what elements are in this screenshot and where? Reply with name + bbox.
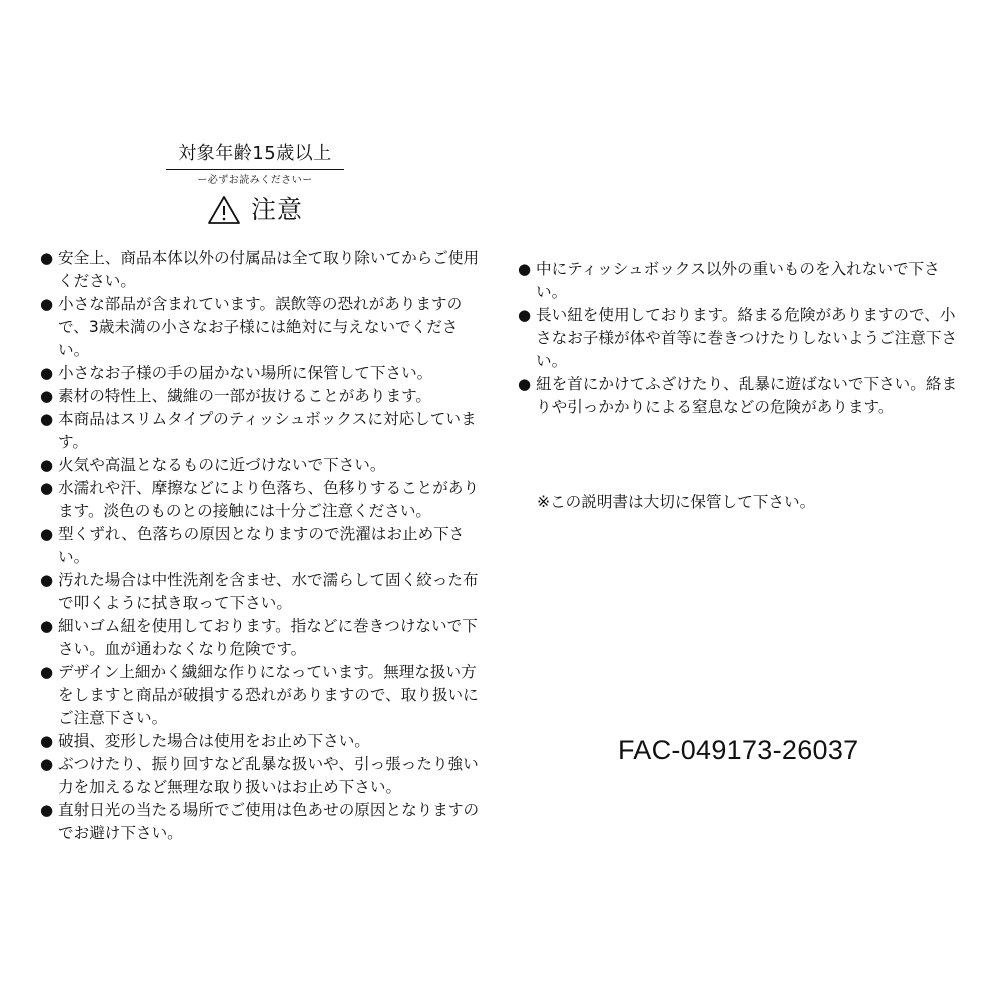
caution-item — [40, 362, 480, 385]
caution-text: 細いゴム紐を使用しております。指などに巻きつけないで下さい。血が通わなくなり危険です。 — [58, 617, 478, 658]
caution-item — [40, 753, 480, 799]
caution-item — [40, 730, 480, 753]
bullet-icon: ● — [518, 260, 532, 278]
caution-label: 注意 — [250, 195, 303, 224]
caution-list-left — [40, 247, 480, 845]
product-code: FAC-049173-26037 — [618, 735, 859, 765]
bullet-icon: ● — [40, 456, 54, 474]
caution-text: 本商品はスリムタイプのティッシュボックスに対応しています。 — [58, 410, 477, 451]
header-divider — [166, 169, 344, 170]
caution-item — [518, 373, 958, 419]
bullet-icon: ● — [40, 295, 54, 313]
caution-text: ぶつけたり、振り回すなど乱暴な扱いや、引っ張ったり強い力を加えるなど無理な取り扱いはお止め下さい。 — [58, 755, 479, 796]
caution-text: 小さなお子様の手の届かない場所に保管して下さい。 — [58, 364, 433, 382]
bullet-icon: ● — [40, 732, 54, 750]
caution-text: 直射日光の当たる場所でご使用は色あせの原因となりますのでお避け下さい。 — [58, 801, 480, 842]
bullet-icon: ● — [518, 306, 532, 324]
keep-instructions-note: ※この説明書は大切に保管して下さい。 — [537, 493, 816, 511]
label-header — [160, 142, 350, 225]
age-target-label: 対象年齢15歳以上 — [178, 143, 332, 164]
bullet-icon: ● — [40, 801, 54, 819]
caution-text: 火気や高温となるものに近づけないで下さい。 — [58, 456, 386, 474]
caution-item — [40, 523, 480, 569]
caution-item — [40, 385, 480, 408]
caution-item — [518, 258, 958, 304]
bullet-icon: ● — [40, 571, 54, 589]
caution-text: 中にティッシュボックス以外の重いものを入れないで下さい。 — [536, 260, 940, 301]
caution-text: 型くずれ、色落ちの原因となりますので洗濯はお止め下さい。 — [58, 525, 465, 566]
caution-item — [40, 799, 480, 845]
bullet-icon: ● — [40, 479, 54, 497]
caution-item — [40, 477, 480, 523]
caution-text: 破損、変形した場合は使用をお止め下さい。 — [58, 732, 370, 750]
caution-text: 水濡れや汗、摩擦などにより色落ち、色移りすることがあります。淡色のものとの接触には十分ご注意ください。 — [58, 479, 480, 520]
caution-text: 小さな部品が含まれています。誤飲等の恐れがありますので、3歳未満の小さなお子様には絶対に与えないでください。 — [58, 295, 463, 359]
caution-text: 長い紐を使用しております。絡まる危険がありますので、小さなお子様が体や首等に巻きつけたりしないようご注意下さい。 — [536, 306, 958, 370]
caution-text: 汚れた場合は中性洗剤を含ませ、水で濡らして固く絞った布で叩くように拭き取って下さい。 — [58, 571, 479, 612]
caution-item — [40, 408, 480, 454]
bullet-icon: ● — [40, 387, 54, 405]
caution-item — [40, 247, 480, 293]
caution-text: 紐を首にかけてふざけたり、乱暴に遊ばないで下さい。絡まりや引っかかりによる窒息などの危険があります。 — [536, 375, 958, 416]
bullet-icon: ● — [40, 663, 54, 681]
bullet-icon: ● — [518, 375, 532, 393]
bullet-icon: ● — [40, 525, 54, 543]
bullet-icon: ● — [40, 755, 54, 773]
caution-text: 素材の特性上、繊維の一部が抜けることがあります。 — [58, 387, 432, 405]
bullet-icon: ● — [40, 410, 54, 428]
caution-item — [518, 304, 958, 373]
caution-item — [40, 569, 480, 615]
warning-triangle-icon — [207, 195, 241, 225]
bullet-icon: ● — [40, 249, 54, 267]
caution-item — [40, 615, 480, 661]
caution-item — [40, 293, 480, 362]
caution-heading — [160, 195, 350, 225]
caution-text: デザイン上細かく繊細な作りになっています。無理な扱い方をしますと商品が破損する恐れがありますので、取り扱いにご注意下さい。 — [58, 663, 479, 727]
bullet-icon: ● — [40, 364, 54, 382]
caution-item — [40, 661, 480, 730]
read-instructions-subtitle: ー必ずお読みくださいー — [197, 175, 313, 186]
caution-text: 安全上、商品本体以外の付属品は全て取り除いてからご使用ください。 — [58, 249, 480, 290]
caution-item — [40, 454, 480, 477]
caution-list-right — [518, 258, 958, 419]
bullet-icon: ● — [40, 617, 54, 635]
